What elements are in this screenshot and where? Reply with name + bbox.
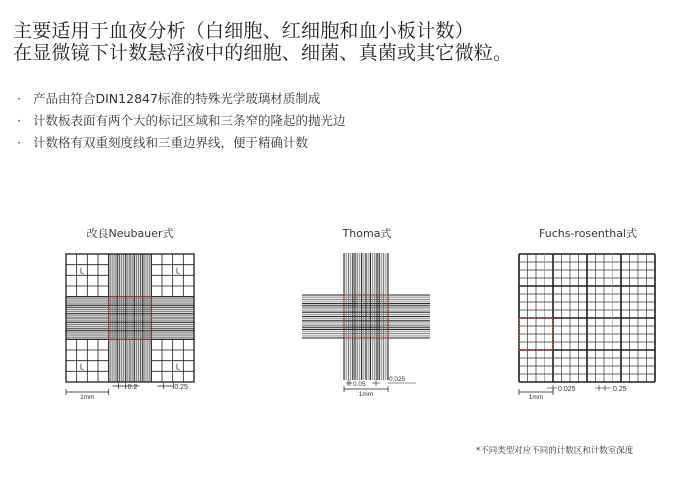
tick-label-0-2: 0.2 [127, 384, 138, 391]
title-line-1: 主要适用于血夜分析（白细胞、红细胞和血小板计数） [13, 20, 474, 42]
fuchs-rosenthal-grid-diagram [519, 254, 655, 401]
scale-1mm-label: 1mm [358, 391, 374, 398]
scale-1mm-label: 1mm [528, 394, 544, 401]
title-line-2: 在显微镜下计数悬浮液中的细胞、细菌、真菌或其它微粒。 [13, 42, 513, 64]
neubauer-grid-diagram [66, 254, 194, 401]
feature-text: 计数板表面有两个大的标记区域和三条窄的隆起的抛光边 [33, 113, 346, 128]
footnote: *不同类型对应不同的计数区和计数室深度 [476, 446, 634, 456]
feature-text: 产品由符合DIN12847标准的特殊光学玻璃材质制成 [33, 91, 321, 106]
thoma-grid-diagram [302, 253, 430, 398]
scale-1mm-label: 1mm [80, 394, 95, 401]
corner-label-l: L [79, 266, 85, 276]
bullet-marker: · [17, 113, 21, 128]
tick-label-0-025: 0.025 [558, 386, 576, 393]
bullet-marker: · [17, 135, 21, 150]
feature-text: 计数格有双重刻度线和三重边界线，便于精确计数 [33, 135, 309, 150]
fuchs-rosenthal-title: Fuchs-rosenthal式 [539, 227, 637, 240]
tick-label-0-025: 0.025 [389, 376, 406, 383]
corner-label-l: L [79, 362, 85, 372]
tick-label-0-05: 0.05 [353, 381, 366, 388]
corner-label-l: L [175, 362, 181, 372]
corner-label-l: L [175, 266, 181, 276]
bullet-marker: · [17, 91, 21, 106]
tick-label-0-25: 0.25 [613, 386, 627, 393]
tick-label-0-25: 0.25 [174, 384, 188, 391]
neubauer-title: 改良Neubauer式 [86, 227, 174, 240]
thoma-title: Thoma式 [342, 227, 392, 240]
